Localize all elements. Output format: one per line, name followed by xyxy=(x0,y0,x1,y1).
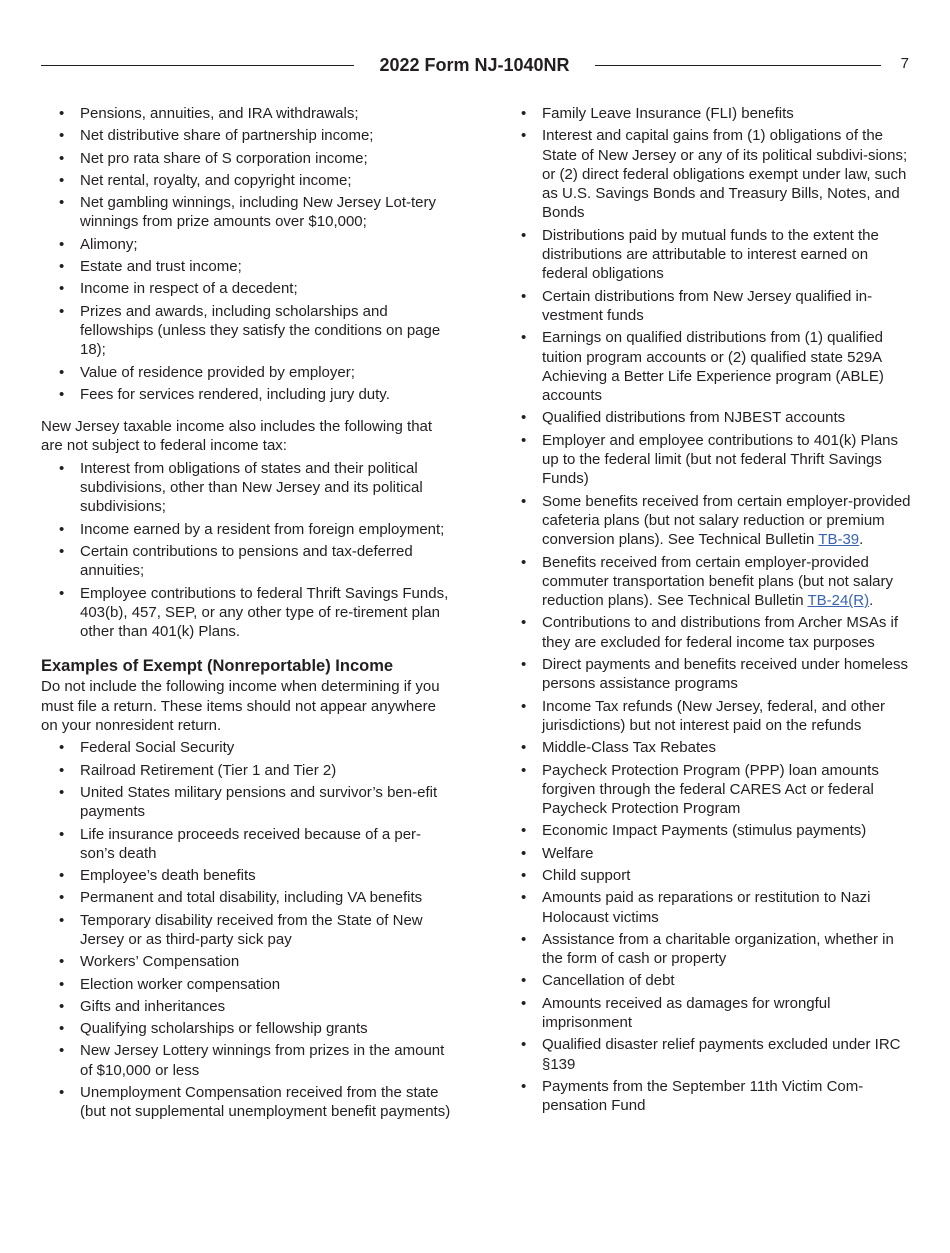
header-rule-left xyxy=(41,65,354,66)
header-rule-right xyxy=(595,65,881,66)
list-item: • Earnings on qualified distributions from (1) qualified tuition program accounts or (2) qualified state 529A Achieving a Better Life Experience program (ABLE) accounts xyxy=(503,328,913,405)
list-item: • Child support xyxy=(503,866,913,885)
commuter-text: Benefits received from certain employer-provided commuter transportation benefit plans (but not salary reduction plans). See Technical Bulletin xyxy=(542,553,894,610)
taxable-income-list xyxy=(41,104,451,404)
list-item: • Net pro rata share of S corporation income; xyxy=(41,149,451,168)
left-column xyxy=(41,104,451,1125)
list-item: • Interest from obligations of states and their political subdivisions, other than New Jersey and its political subdivisions; xyxy=(41,459,451,517)
exempt-income-list-continued xyxy=(503,104,913,1116)
list-item: • Permanent and total disability, including VA benefits xyxy=(41,888,451,907)
list-item: • Gifts and inheritances xyxy=(41,997,451,1016)
list-item: • Paycheck Protection Program (PPP) loan amounts forgiven through the federal CARES Act or federal Paycheck Protection Program xyxy=(503,761,913,819)
page-number: 7 xyxy=(900,55,909,72)
nj-taxable-paragraph: New Jersey taxable income also includes the following that are not subject to federal income tax: xyxy=(41,418,433,455)
list-item: • Qualified distributions from NJBEST accounts xyxy=(503,408,913,427)
list-item: • Distributions paid by mutual funds to the extent the distributions are attributable to interest earned on federal obligations xyxy=(503,226,913,284)
list-item: • Qualifying scholarships or fellowship grants xyxy=(41,1019,451,1038)
list-item-cafeteria-plans xyxy=(503,492,913,550)
commuter-end: . xyxy=(869,592,874,610)
list-item: • Value of residence provided by employer; xyxy=(41,363,451,382)
cafeteria-end: . xyxy=(859,531,864,549)
list-item: • Election worker compensation xyxy=(41,975,451,994)
list-item: • Estate and trust income; xyxy=(41,257,451,276)
list-item: • Employee contributions to federal Thrift Savings Funds, 403(b), 457, SEP, or any other type of re-tirement plan other than 401(k) Plans. xyxy=(41,584,451,642)
list-item: • Unemployment Compensation received from the state (but not supplemental unemployment benefit payments) xyxy=(41,1083,451,1122)
list-item: • Net rental, royalty, and copyright income; xyxy=(41,171,451,190)
list-item: • United States military pensions and survivor’s ben-efit payments xyxy=(41,783,451,822)
list-item: • Family Leave Insurance (FLI) benefits xyxy=(503,104,913,123)
list-item-commuter-plans xyxy=(503,553,913,611)
tb-24r-link[interactable]: TB-24(R) xyxy=(807,592,870,610)
list-item: • New Jersey Lottery winnings from prizes in the amount of $10,000 or less xyxy=(41,1041,451,1080)
list-item: • Interest and capital gains from (1) obligations of the State of New Jersey or any of its political subdivi-sions; or (2) direct federal obligations exempt under law, such as U.S. Savings Bonds and Treasury Bills, Notes, and Bonds xyxy=(503,126,913,222)
right-column xyxy=(503,104,913,1119)
list-item: • Fees for services rendered, including jury duty. xyxy=(41,385,451,404)
list-item: • Temporary disability received from the State of New Jersey or as third-party sick pay xyxy=(41,911,451,950)
list-item: • Certain contributions to pensions and tax-deferred annuities; xyxy=(41,542,451,581)
list-item: • Amounts received as damages for wrongful imprisonment xyxy=(503,994,913,1033)
list-item: • Economic Impact Payments (stimulus payments) xyxy=(503,821,913,840)
tb-39-link[interactable]: TB-39 xyxy=(818,531,860,549)
list-item: • Alimony; xyxy=(41,235,451,254)
list-item: • Cancellation of debt xyxy=(503,971,913,990)
list-item: • Life insurance proceeds received because of a per-son’s death xyxy=(41,825,451,864)
list-item: • Assistance from a charitable organization, whether in the form of cash or property xyxy=(503,930,913,969)
list-item: • Employee’s death benefits xyxy=(41,866,451,885)
nj-only-taxable-list xyxy=(41,459,451,642)
list-item: • Qualified disaster relief payments excluded under IRC §139 xyxy=(503,1035,913,1074)
list-item: • Welfare xyxy=(503,844,913,863)
list-item: • Net distributive share of partnership income; xyxy=(41,126,451,145)
page-header xyxy=(41,52,909,78)
page-title: 2022 Form NJ-1040NR xyxy=(379,55,570,75)
exempt-income-intro: Do not include the following income when determining if you must file a return. These items should not appear anywhere on your nonresident return. xyxy=(41,678,440,735)
exempt-income-list xyxy=(41,738,451,1121)
list-item: • Direct payments and benefits received under homeless persons assistance programs xyxy=(503,655,913,694)
list-item: • Workers’ Compensation xyxy=(41,952,451,971)
list-item: • Net gambling winnings, including New Jersey Lot-tery winnings from prize amounts over $10,000; xyxy=(41,193,451,232)
list-item: • Pensions, annuities, and IRA withdrawals; xyxy=(41,104,451,123)
list-item: • Employer and employee contributions to 401(k) Plans up to the federal limit (but not federal Thrift Savings Funds) xyxy=(503,431,913,489)
list-item: • Prizes and awards, including scholarships and fellowships (unless they satisfy the conditions on page 18); xyxy=(41,302,451,360)
list-item: • Contributions to and distributions from Archer MSAs if they are excluded for federal income tax purposes xyxy=(503,613,913,652)
list-item: • Income Tax refunds (New Jersey, federal, and other jurisdictions) but not interest paid on the refunds xyxy=(503,697,913,736)
list-item: • Income in respect of a decedent; xyxy=(41,279,451,298)
cafeteria-text: Some benefits received from certain employer-provided cafeteria plans (but not salary reduction or premium conversion plans). See Technical Bulletin xyxy=(542,492,911,549)
list-item: • Payments from the September 11th Victim Com-pensation Fund xyxy=(503,1077,913,1116)
list-item: • Railroad Retirement (Tier 1 and Tier 2) xyxy=(41,761,451,780)
list-item: • Federal Social Security xyxy=(41,738,451,757)
list-item: • Certain distributions from New Jersey qualified in-vestment funds xyxy=(503,287,913,326)
list-item: • Income earned by a resident from foreign employment; xyxy=(41,520,451,539)
list-item: • Amounts paid as reparations or restitution to Nazi Holocaust victims xyxy=(503,888,913,927)
list-item: • Middle-Class Tax Rebates xyxy=(503,738,913,757)
exempt-income-heading: Examples of Exempt (Nonreportable) Income xyxy=(41,657,394,676)
